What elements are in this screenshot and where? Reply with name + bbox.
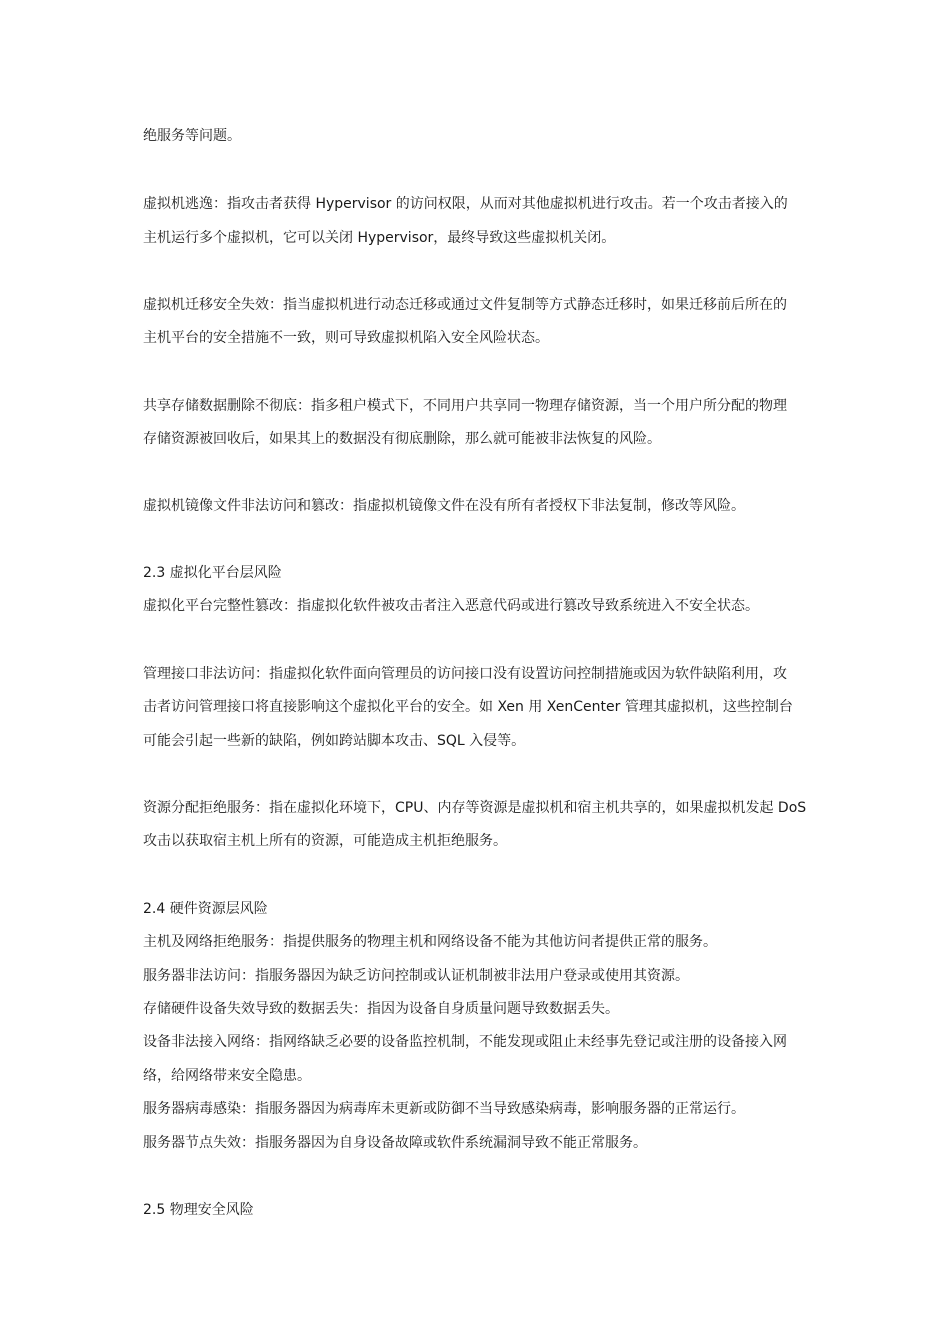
paragraph-line: 虚拟机逃逸：指攻击者获得 Hypervisor 的访问权限，从而对其他虚拟机进行攻击。若一个攻击者接入的 [143,196,788,212]
section-heading: 2.3 虚拟化平台层风险 [143,565,282,581]
paragraph-line: 可能会引起一些新的缺陷，例如跨站脚本攻击、SQL 入侵等。 [143,733,526,749]
paragraph-line: 虚拟机镜像文件非法访问和篡改：指虚拟机镜像文件在没有所有者授权下非法复制，修改等风险。 [143,498,745,514]
section-heading: 2.5 物理安全风险 [143,1202,254,1218]
paragraph-line: 击者访问管理接口将直接影响这个虚拟化平台的安全。如 Xen 用 XenCenter 管理其虚拟机，这些控制台 [143,699,793,715]
paragraph-line: 绝服务等问题。 [143,128,241,144]
paragraph-line: 攻击以获取宿主机上所有的资源，可能造成主机拒绝服务。 [143,833,507,849]
paragraph-line: 资源分配拒绝服务：指在虚拟化环境下，CPU、内存等资源是虚拟机和宿主机共享的，如果虚拟机发起 DoS [143,800,807,816]
paragraph-line: 共享存储数据删除不彻底：指多租户模式下，不同用户共享同一物理存储资源，当一个用户所分配的物理 [143,398,787,414]
paragraph-line: 虚拟机迁移安全失效：指当虚拟机进行动态迁移或通过文件复制等方式静态迁移时，如果迁移前后所在的 [143,297,787,313]
paragraph-line: 存储硬件设备失效导致的数据丢失：指因为设备自身质量问题导致数据丢失。 [143,1001,619,1017]
paragraph-line: 主机平台的安全措施不一致，则可导致虚拟机陷入安全风险状态。 [143,330,549,346]
paragraph-line: 服务器病毒感染：指服务器因为病毒库未更新或防御不当导致感染病毒，影响服务器的正常运行。 [143,1101,745,1117]
paragraph-line: 主机及网络拒绝服务：指提供服务的物理主机和网络设备不能为其他访问者提供正常的服务。 [143,934,717,950]
paragraph-line: 存储资源被回收后，如果其上的数据没有彻底删除，那么就可能被非法恢复的风险。 [143,431,661,447]
paragraph-line: 络，给网络带来安全隐患。 [143,1068,311,1084]
section-heading: 2.4 硬件资源层风险 [143,901,268,917]
paragraph-line: 虚拟化平台完整性篡改：指虚拟化软件被攻击者注入恶意代码或进行篡改导致系统进入不安全状态。 [143,598,759,614]
paragraph-line: 管理接口非法访问：指虚拟化软件面向管理员的访问接口没有设置访问控制措施或因为软件缺陷利用，攻 [143,666,787,682]
paragraph-line: 主机运行多个虚拟机，它可以关闭 Hypervisor，最终导致这些虚拟机关闭。 [143,230,616,246]
paragraph-line: 服务器非法访问：指服务器因为缺乏访问控制或认证机制被非法用户登录或使用其资源。 [143,968,689,984]
paragraph-line: 设备非法接入网络：指网络缺乏必要的设备监控机制，不能发现或阻止未经事先登记或注册的设备接入网 [143,1034,787,1050]
paragraph-line: 服务器节点失效：指服务器因为自身设备故障或软件系统漏洞导致不能正常服务。 [143,1135,647,1151]
